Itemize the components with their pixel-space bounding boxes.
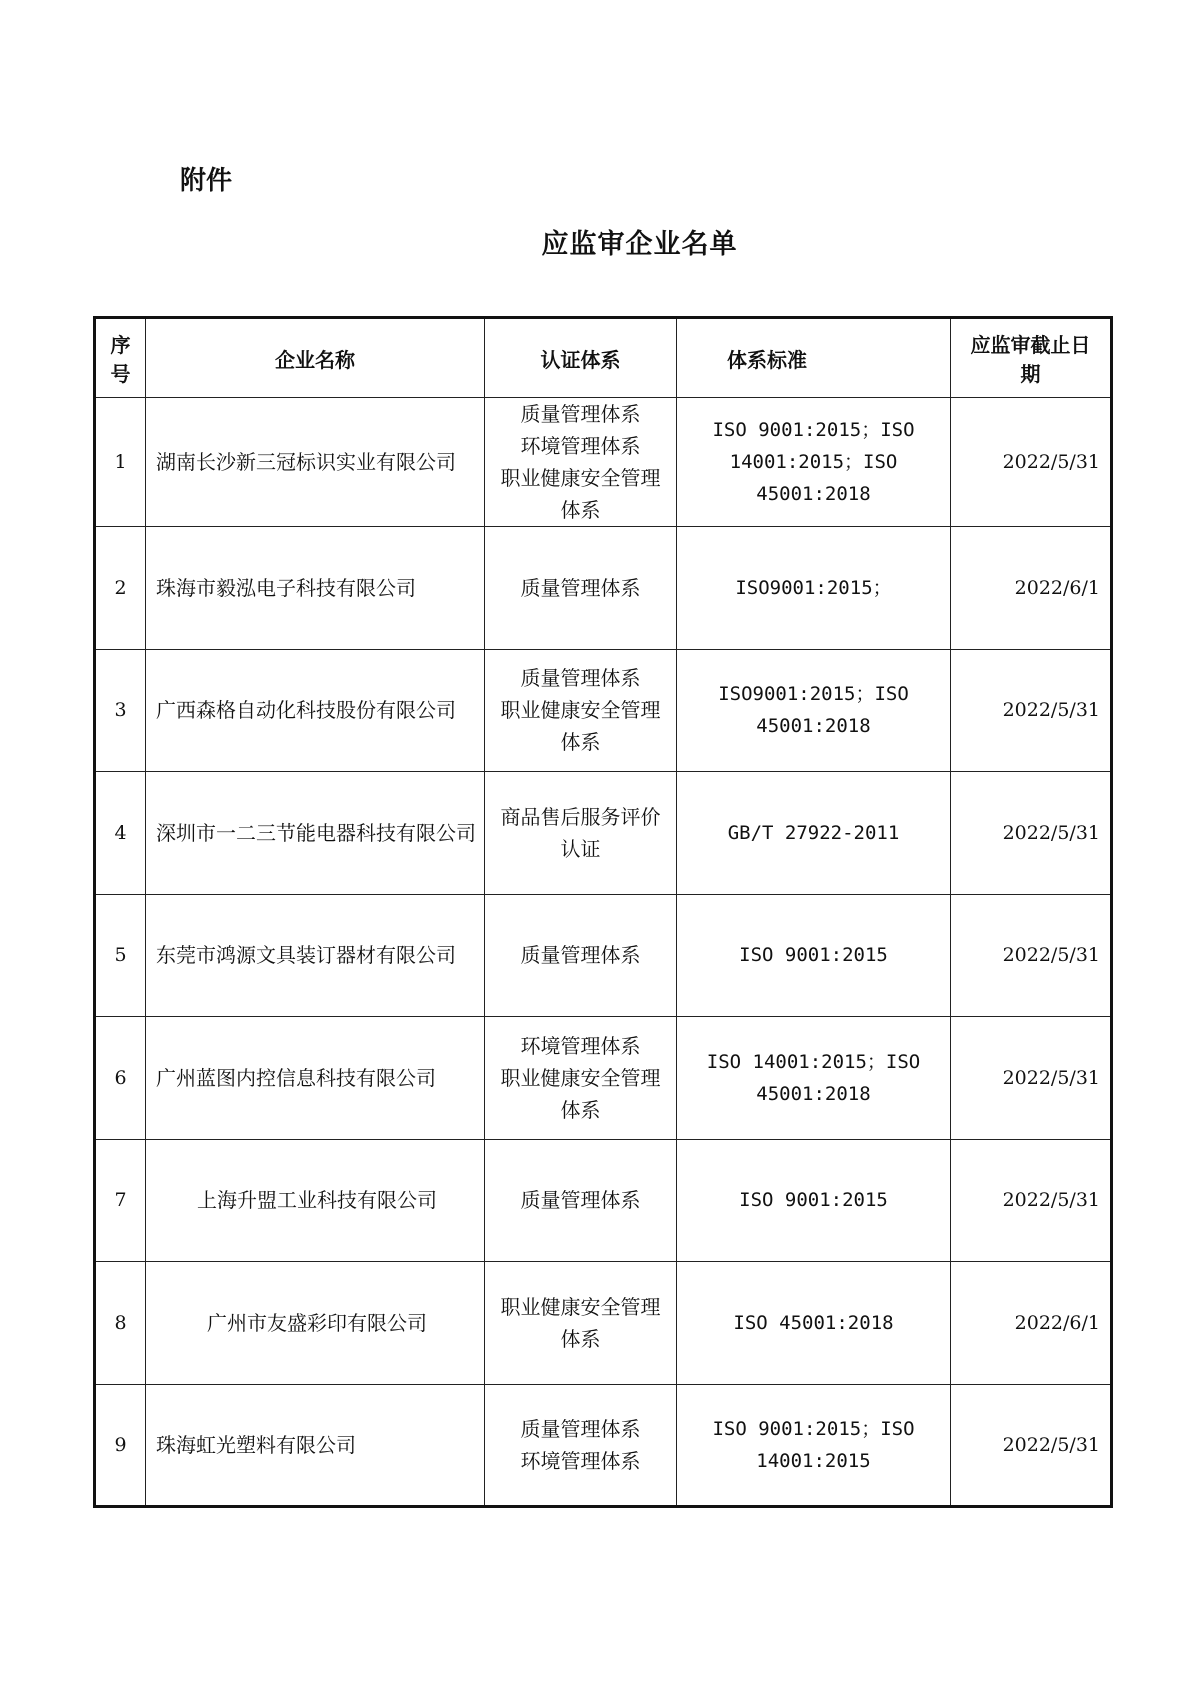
- table-row: [95, 894, 1112, 1017]
- cert-system-item: 环境管理体系: [520, 434, 641, 458]
- enterprise-table: [93, 316, 1113, 1508]
- table-row: [95, 1262, 1112, 1385]
- row-seq: 5: [95, 894, 146, 1017]
- table-row: [95, 1017, 1112, 1140]
- row-cert-systems: [485, 1017, 677, 1140]
- row-deadline-date: 2022/5/31: [951, 894, 1112, 1017]
- table-row: [95, 772, 1112, 895]
- row-standard: ISO 9001:2015；ISO 14001:2015；ISO 45001:2018: [677, 398, 951, 527]
- table-header-row: [95, 318, 1112, 398]
- row-cert-systems: [485, 1262, 677, 1385]
- cert-system-item: 职业健康安全管理体系: [500, 1294, 661, 1351]
- row-seq: 4: [95, 772, 146, 895]
- row-cert-systems: [485, 1384, 677, 1507]
- row-company-name: 东莞市鸿源文具装订器材有限公司: [146, 894, 485, 1017]
- row-company-name: 湖南长沙新三冠标识实业有限公司: [146, 398, 485, 527]
- cert-system-item: 环境管理体系: [520, 1448, 641, 1473]
- cert-system-item: 职业健康安全管理体系: [500, 1065, 661, 1122]
- cert-system-item: 职业健康安全管理体系: [500, 466, 661, 522]
- header-date: 应监审截止日期: [951, 318, 1112, 398]
- row-company-name: 珠海虹光塑料有限公司: [146, 1384, 485, 1507]
- row-standard: ISO 14001:2015；ISO 45001:2018: [677, 1017, 951, 1140]
- cert-system-item: 职业健康安全管理体系: [500, 698, 661, 755]
- row-company-name: 广州市友盛彩印有限公司: [146, 1262, 485, 1385]
- row-deadline-date: 2022/5/31: [951, 1017, 1112, 1140]
- cert-system-item: 质量管理体系: [520, 1416, 641, 1441]
- header-cert: 认证体系: [485, 318, 677, 398]
- row-deadline-date: 2022/6/1: [951, 527, 1112, 650]
- row-seq: 7: [95, 1139, 146, 1262]
- row-cert-systems: [485, 894, 677, 1017]
- row-seq: 1: [95, 398, 146, 527]
- table-row: [95, 1384, 1112, 1507]
- row-company-name: 广西森格自动化科技股份有限公司: [146, 649, 485, 772]
- row-deadline-date: 2022/5/31: [951, 1384, 1112, 1507]
- row-standard: ISO 9001:2015: [677, 894, 951, 1017]
- row-deadline-date: 2022/5/31: [951, 649, 1112, 772]
- header-name: 企业名称: [146, 318, 485, 398]
- cert-system-item: 环境管理体系: [520, 1033, 641, 1058]
- header-std: 体系标准: [677, 318, 951, 398]
- row-company-name: 上海升盟工业科技有限公司: [146, 1139, 485, 1262]
- row-standard: ISO 9001:2015: [677, 1139, 951, 1262]
- cert-system-item: 质量管理体系: [520, 1188, 641, 1213]
- table-row: [95, 1139, 1112, 1262]
- row-company-name: 深圳市一二三节能电器科技有限公司: [146, 772, 485, 895]
- row-standard: ISO9001:2015；: [677, 527, 951, 650]
- row-cert-systems: [485, 649, 677, 772]
- cert-system-item: 质量管理体系: [520, 943, 641, 968]
- row-seq: 2: [95, 527, 146, 650]
- row-seq: 9: [95, 1384, 146, 1507]
- row-standard: GB/T 27922-2011: [677, 772, 951, 895]
- row-deadline-date: 2022/5/31: [951, 772, 1112, 895]
- row-cert-systems: [485, 1139, 677, 1262]
- row-seq: 6: [95, 1017, 146, 1140]
- page-title: 应监审企业名单: [541, 229, 738, 260]
- row-company-name: 珠海市毅泓电子科技有限公司: [146, 527, 485, 650]
- table-row: [95, 398, 1112, 527]
- row-standard: ISO 9001:2015；ISO 14001:2015: [677, 1384, 951, 1507]
- cert-system-item: 质量管理体系: [520, 575, 641, 600]
- row-company-name: 广州蓝图内控信息科技有限公司: [146, 1017, 485, 1140]
- cert-system-item: 质量管理体系: [520, 402, 641, 426]
- row-cert-systems: [485, 527, 677, 650]
- table-row: [95, 527, 1112, 650]
- header-seq: 序号: [95, 318, 146, 398]
- row-cert-systems: [485, 398, 677, 527]
- row-seq: 3: [95, 649, 146, 772]
- attachment-label: 附件: [180, 166, 233, 196]
- table-row: [95, 649, 1112, 772]
- row-cert-systems: [485, 772, 677, 895]
- row-deadline-date: 2022/5/31: [951, 1139, 1112, 1262]
- row-deadline-date: 2022/6/1: [951, 1262, 1112, 1385]
- row-standard: ISO 45001:2018: [677, 1262, 951, 1385]
- cert-system-item: 商品售后服务评价认证: [500, 804, 661, 861]
- row-deadline-date: 2022/5/31: [951, 398, 1112, 527]
- row-standard: ISO9001:2015；ISO 45001:2018: [677, 649, 951, 772]
- row-seq: 8: [95, 1262, 146, 1385]
- cert-system-item: 质量管理体系: [520, 666, 641, 691]
